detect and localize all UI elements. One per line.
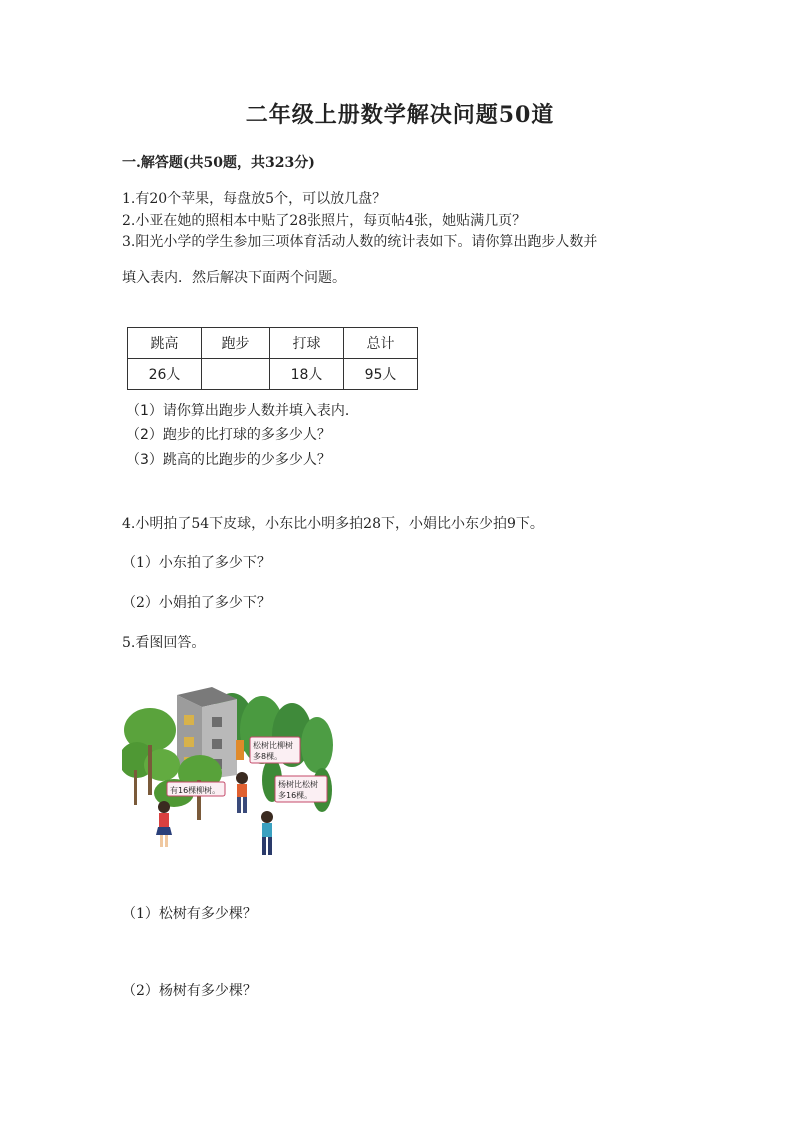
table-header-row [128, 328, 418, 359]
cell-ball: 18人 [270, 359, 344, 390]
bubble-left-text: 有16棵柳树。 [170, 786, 221, 795]
cell-total: 95人 [344, 359, 418, 390]
speech-bubble-left [167, 782, 225, 796]
bubble-right-text-1: 杨树比松树 [278, 780, 318, 789]
page-title: 二年级上册数学解决问题50道 [245, 102, 555, 128]
trees-and-children-illustration [122, 685, 337, 865]
question-1: 1.有20个苹果，每盘放5个，可以放几盘？ [122, 191, 387, 207]
speech-bubble-top [250, 737, 300, 763]
speech-bubble-right [275, 776, 327, 802]
question-4-sub-2: （2）小娟拍了多少下？ [122, 595, 271, 611]
question-5: 5.看图回答。 [122, 635, 206, 651]
bubble-top-text-2: 多8棵。 [253, 752, 283, 761]
boy-figure-right [261, 811, 273, 855]
table-row [128, 359, 418, 390]
question-3-sub-2: （2）跑步的比打球的多多少人？ [126, 427, 331, 443]
header-cell-jump: 跳高 [128, 328, 202, 359]
girl-figure [156, 801, 172, 847]
section-heading: 一.解答题(共50题，共323分) [122, 155, 315, 171]
question-3-sub-1: （1）请你算出跑步人数并填入表内． [126, 403, 359, 419]
stats-table [127, 327, 418, 390]
question-3-line-2: 填入表内．然后解决下面两个问题。 [122, 270, 346, 286]
question-4-sub-1: （1）小东拍了多少下？ [122, 555, 271, 571]
question-2: 2.小亚在她的照相本中贴了28张照片，每页帖4张，她贴满几页？ [122, 213, 527, 229]
header-cell-run: 跑步 [202, 328, 270, 359]
boy-figure-middle [236, 772, 248, 813]
question-3-line-1: 3.阳光小学的学生参加三项体育活动人数的统计表如下。请你算出跑步人数并 [122, 234, 598, 250]
header-cell-total: 总计 [344, 328, 418, 359]
cell-run-blank[interactable] [202, 359, 270, 390]
bubble-top-text-1: 松树比柳树 [253, 741, 293, 750]
question-5-sub-1: （1）松树有多少棵？ [122, 906, 257, 922]
question-5-sub-2: （2）杨树有多少棵？ [122, 983, 257, 999]
header-cell-ball: 打球 [270, 328, 344, 359]
bubble-right-text-2: 多16棵。 [278, 791, 313, 800]
cell-jump: 26人 [128, 359, 202, 390]
question-4: 4.小明拍了54下皮球，小东比小明多拍28下，小娟比小东少拍9下。 [122, 516, 544, 532]
question-3-sub-3: （3）跳高的比跑步的少多少人？ [126, 452, 331, 468]
